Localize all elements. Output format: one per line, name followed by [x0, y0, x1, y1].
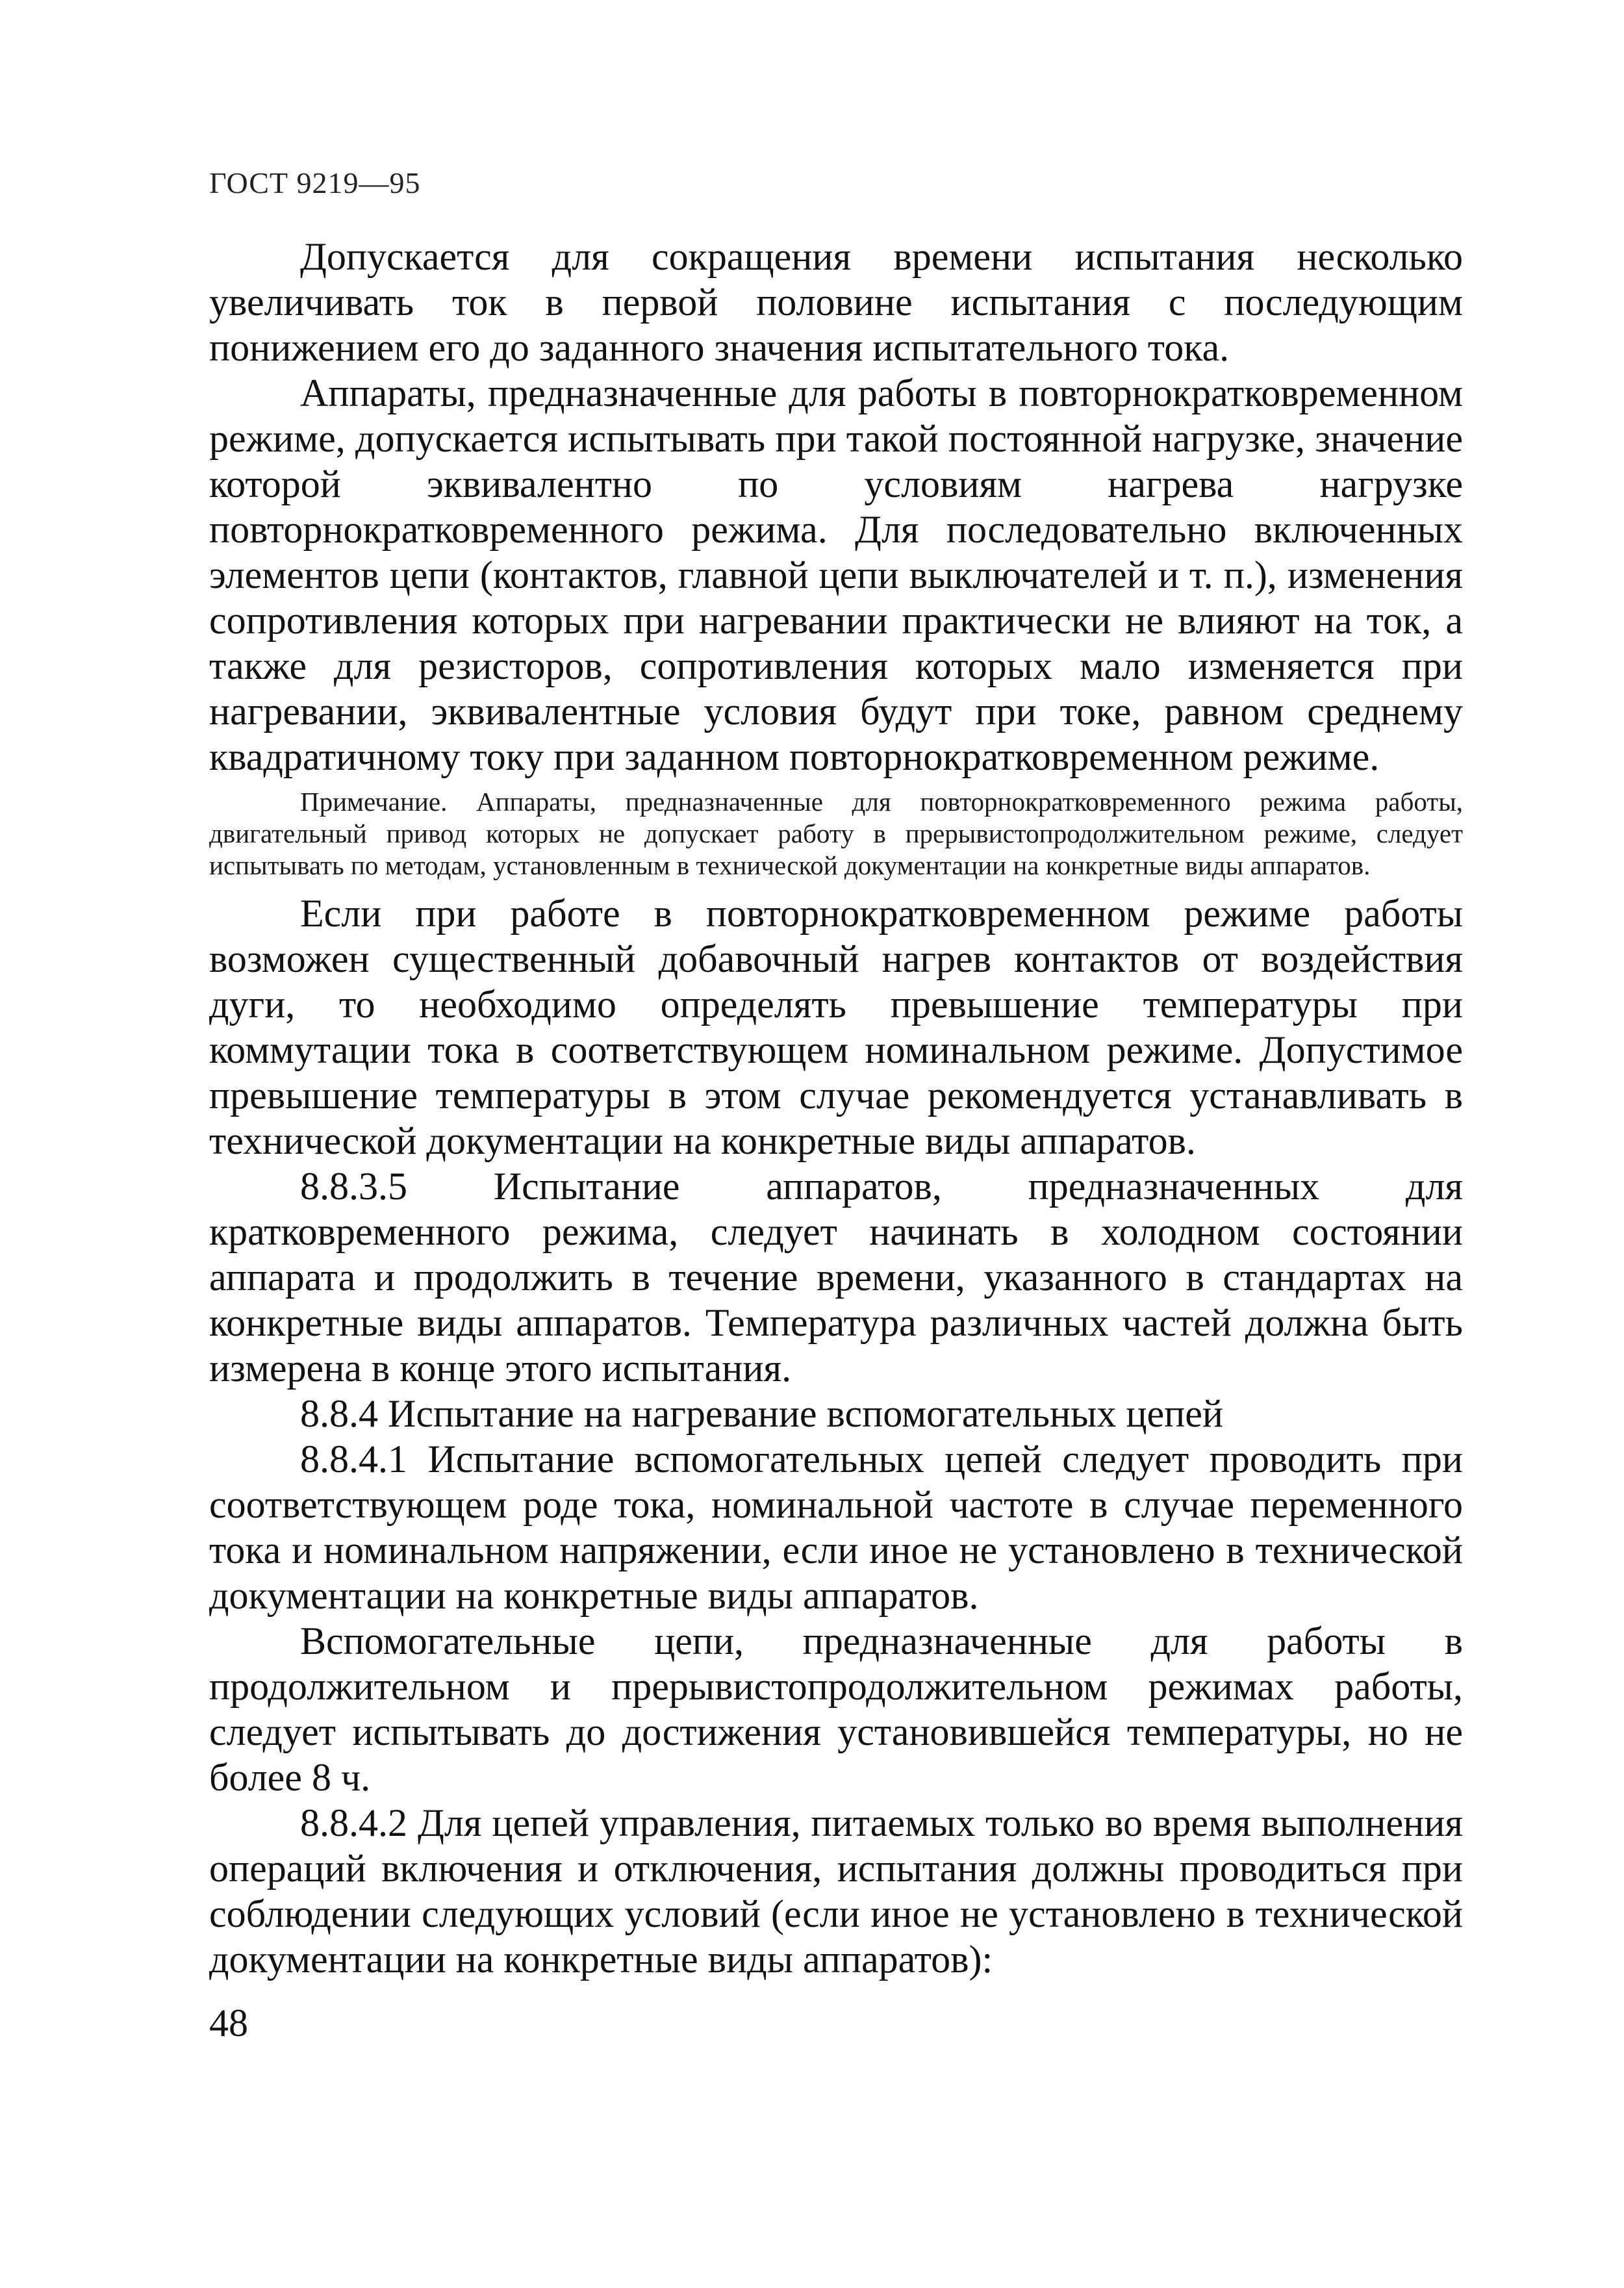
document-body — [209, 234, 1463, 1982]
paragraph-8-8-4-1: 8.8.4.1 Испытание вспомогательных цепей следует проводить при соответствующем роде тока, номинальной частоте в случае переменного тока и номинальном напряжении, если иное не установлено в технической документации на конкретные виды аппаратов. — [209, 1438, 1463, 1617]
paragraph-8-8-3-5: 8.8.3.5 Испытание аппаратов, предназначенных для кратковременного режима, следует начинать в холодном состоянии аппарата и продолжить в течение времени, указанного в стандартах на конкретные виды аппаратов. Температура различных частей должна быть измерена в конце этого испытания. — [209, 1165, 1463, 1390]
paragraph-current-increase: Допускается для сокращения времени испытания несколько увеличивать ток в первой половине испытания с последующим понижением его до заданного значения испытательного тока. — [209, 235, 1463, 369]
section-heading-8-8-4: 8.8.4 Испытание на нагревание вспомогательных цепей — [300, 1392, 1223, 1435]
paragraph-arc-heating: Если при работе в повторнократковременном режиме работы возможен существенный добавочный нагрев контактов от воздействия дуги, то необходимо определять превышение температуры при коммутации тока в соответствующем номинальном режиме. Допустимое превышение температуры в этом случае рекомендуется устанавливать в технической документации на конкретные виды аппаратов. — [209, 892, 1463, 1162]
page-number: 48 — [209, 2002, 248, 2044]
paragraph-8-8-4-2: 8.8.4.2 Для цепей управления, питаемых только во время выполнения операций включения и отключения, испытания должны проводиться при соблюдении следующих условий (если иное не установлено в технической документации на конкретные виды аппаратов): — [209, 1801, 1463, 1981]
paragraph-intermittent-mode: Аппараты, предназначенные для работы в повторнократковременном режиме, допускается испытывать при такой постоянной нагрузке, значение которой эквивалентно по условиям нагрева нагрузке повторнократковременного режима. Для последовательно включенных элементов цепи (контактов, главной цепи выключателей и т. п.), изменения сопротивления которых при нагревании практически не влияют на ток, а также для резисторов, сопротивления которых мало изменяется при нагревании, эквивалентные условия будут при токе, равном среднему квадратичному току при заданном повторнократковременном режиме. — [209, 372, 1463, 778]
paragraph-auxiliary-circuits: Вспомогательные цепи, предназначенные для работы в продолжительном и прерывистопродолжительном режимах работы, следует испытывать до достижения установившейся температуры, но не более 8 ч. — [209, 1620, 1463, 1799]
page-header: ГОСТ 9219—95 — [209, 166, 421, 199]
note-intermittent-drive: Примечание. Аппараты, предназначенные для повторнократковременного режима работы, двигательный привод которых не допускает работу в прерывистопродолжительном режиме, следует испытывать по методам, установленным в технической документации на конкретные виды аппаратов. — [209, 787, 1463, 880]
